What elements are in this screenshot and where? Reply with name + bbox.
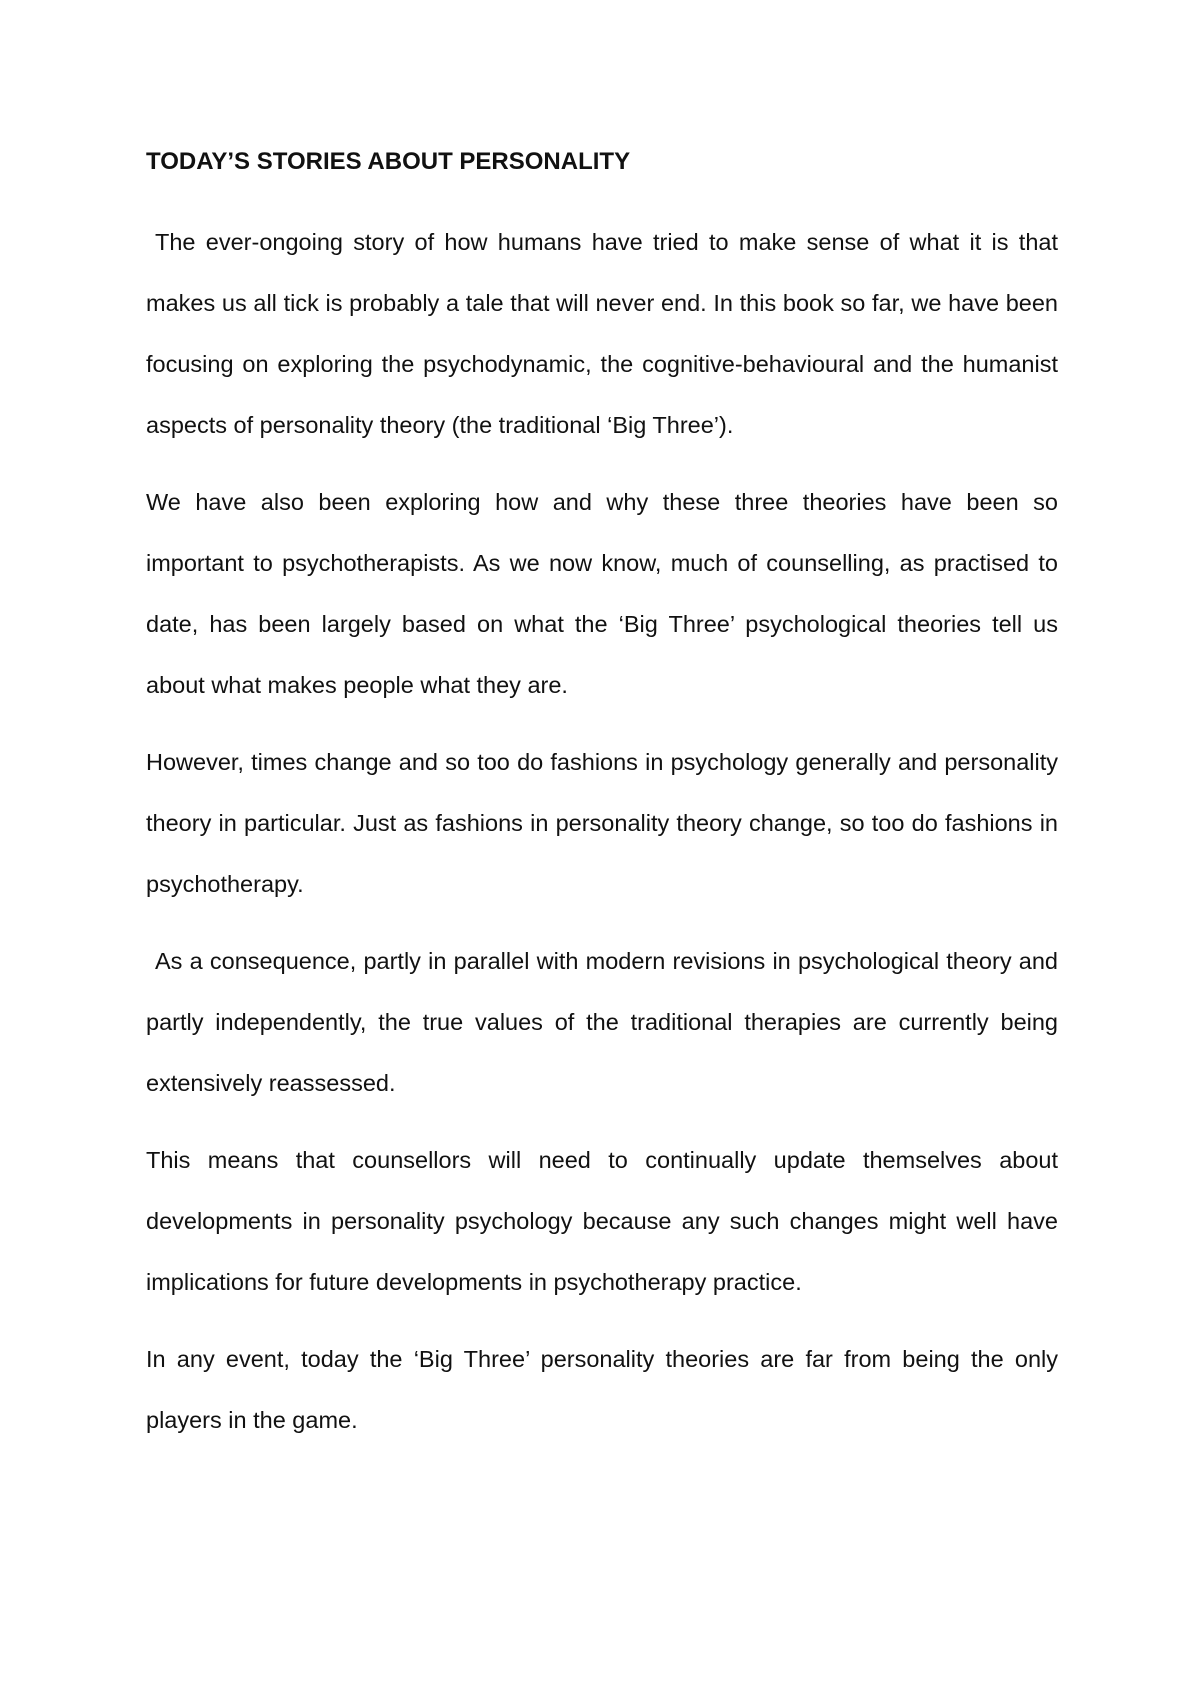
document-body [146, 138, 1058, 1467]
page-title: TODAY’S STORIES ABOUT PERSONALITY [146, 148, 631, 175]
paragraph-1: The ever-ongoing story of how humans have tried to make sense of what it is that makes us all tick is probably a tale that will never end. In this book so far, we have been focusing on exploring the psychodynamic, the cognitive-behavioural and the humanist aspects of personality theory (the traditional ‘Big Three’). [146, 229, 1058, 438]
paragraph-6: In any event, today the ‘Big Three’ personality theories are far from being the only players in the game. [146, 1346, 1058, 1433]
paragraph-5: This means that counsellors will need to continually update themselves about developments in personality psychology because any such changes might well have implications for future developments in psychotherapy practice. [146, 1147, 1058, 1295]
paragraph-3: However, times change and so too do fashions in psychology generally and personality theory in particular. Just as fashions in personality theory change, so too do fashions in psychotherapy. [146, 749, 1058, 897]
paragraph-2: We have also been exploring how and why these three theories have been so important to psychotherapists. As we now know, much of counselling, as practised to date, has been largely based on what the ‘Big Three’ psychological theories tell us about what makes people what they are. [146, 489, 1058, 698]
paragraph-4: As a consequence, partly in parallel with modern revisions in psychological theory and partly independently, the true values of the traditional therapies are currently being extensively reassessed. [146, 948, 1058, 1096]
